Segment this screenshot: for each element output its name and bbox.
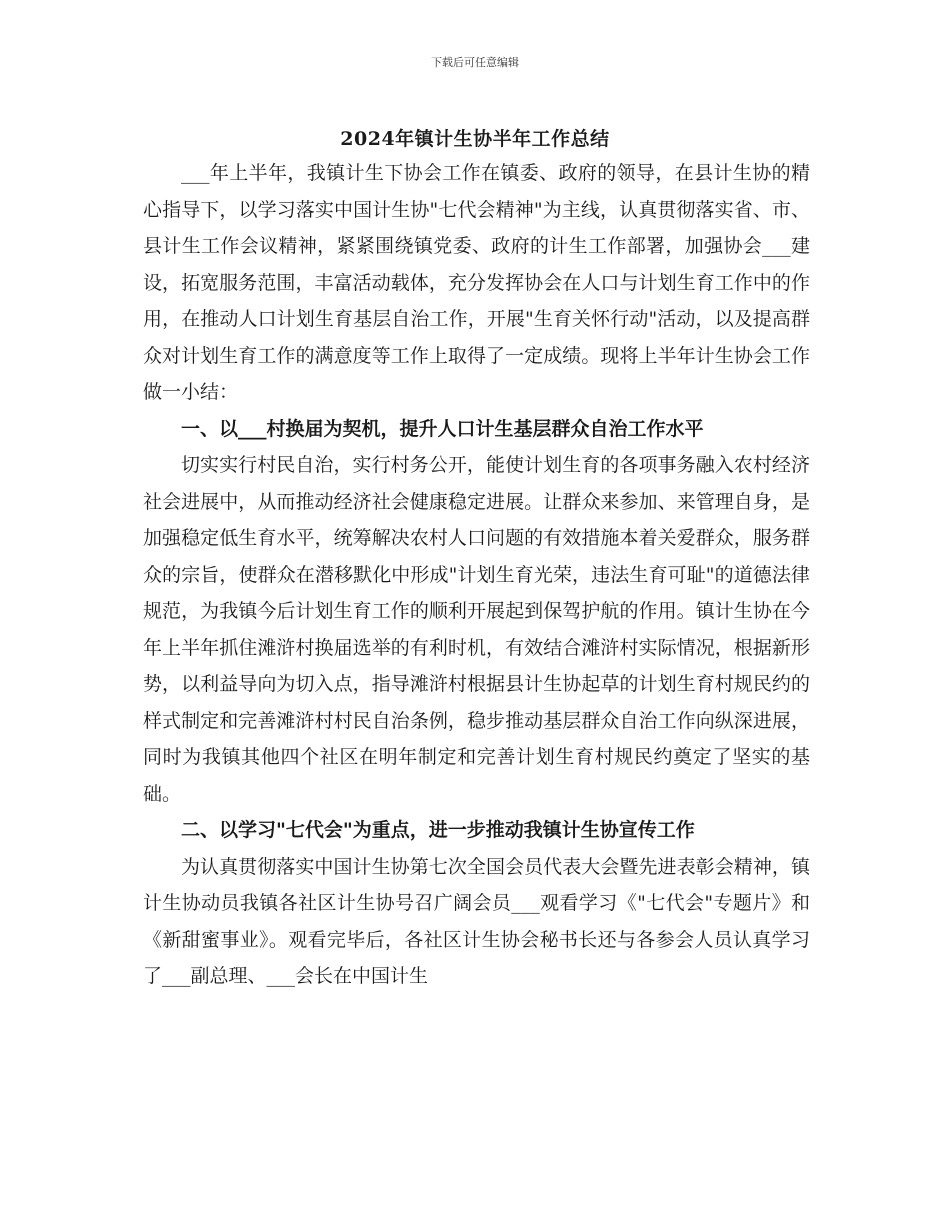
section-heading-1: 一、以___村换届为契机，提升人口计生基层群众自治工作水平: [181, 417, 704, 440]
page-header-note: 下载后可任意编辑: [431, 56, 519, 69]
section-1-paragraph: 切实实行村民自治，实行村务公开，能使计划生育的各项事务融入农村经济社会进展中，从而推动经济社会健康稳定进展。让群众来参加、来管理自身，是加强稳定低生育水平，统筹解决农村人口问题的有效措施本着关爱群众，服务群众的宗旨，使群众在潜移默化中形成"计划生育光荣，违法生育可耻"的道德法律规范，为我镇今后计划生育工作的顺利开展起到保驾护航的作用。镇计生协在今年上半年抓住滩浒村换届选举的有利时机，有效结合滩浒村实际情况，根据新形势，以利益导向为切入点，指导滩浒村根据县计生协起草的计划生育村规民约的样式制定和完善滩浒村村民自治条例，稳步推动基层群众自治工作向纵深进展，同时为我镇其他四个社区在明年制定和完善计划生育村规民约奠定了坚实的基础。: [143, 454, 810, 805]
document-body: [143, 155, 810, 995]
section-heading-2: 二、以学习"七代会"为重点，进一步推动我镇计生协宣传工作: [181, 819, 695, 841]
document-title: 2024年镇计生协半年工作总结: [340, 128, 610, 150]
intro-paragraph: ___年上半年，我镇计生下协会工作在镇委、政府的领导，在县计生协的精心指导下，以学习落实中国计生协"七代会精神"为主线，认真贯彻落实省、市、县计生工作会议精神，紧紧围绕镇党委、政府的计生工作部署，加强协会___建设，拓宽服务范围，丰富活动载体，充分发挥协会在人口与计划生育工作中的作用，在推动人口计划生育基层自治工作，开展"生育关怀行动"活动，以及提高群众对计划生育工作的满意度等工作上取得了一定成绩。现将上半年计生协会工作做一小结：: [143, 162, 810, 403]
section-2-paragraph: 为认真贯彻落实中国计生协第七次全国会员代表大会暨先进表彰会精神，镇计生协动员我镇各社区计生协号召广阔会员___观看学习《"七代会"专题片》和《新甜蜜事业》。观看完毕后，各社区计生协会秘书长还与各参会人员认真学习了___副总理、___会长在中国计生: [143, 855, 810, 987]
